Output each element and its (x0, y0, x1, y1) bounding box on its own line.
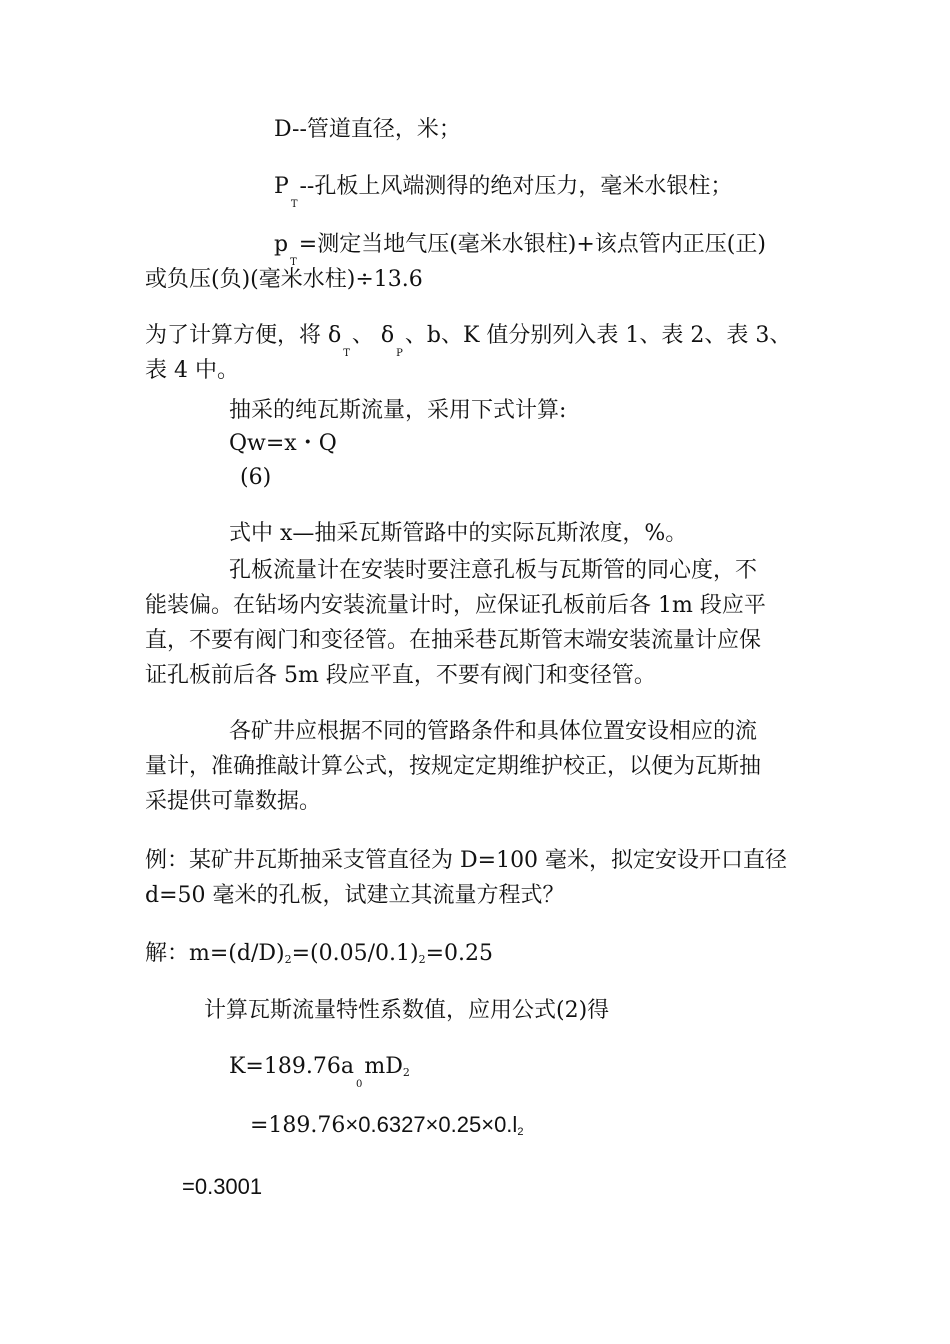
subscript-p: P (396, 348, 403, 359)
result-value: =0.3001 (182, 1174, 263, 1199)
text-span: D--管道直径，米； (274, 117, 461, 142)
formula-k-result (182, 1173, 262, 1201)
formula-text: mD (364, 1054, 403, 1079)
subscript-t: T (343, 348, 350, 359)
text-line-local-pressure (274, 231, 766, 268)
text-span: 计算瓦斯流量特性系数值，应用公式(2)得 (204, 998, 610, 1023)
text-line-negative-pressure (145, 266, 423, 294)
text-span: 采提供可靠数据。 (145, 789, 322, 814)
formula-label: (6) (240, 465, 272, 490)
paragraph-line (145, 753, 761, 781)
text-span: 证孔板前后各 5m 段应平直，不要有阀门和变径管。 (145, 663, 656, 688)
text-span: 或负压(负)(毫米水柱)÷13.6 (145, 267, 423, 292)
symbol-p: p (274, 232, 289, 257)
text-span: 能装偏。在钻场内安装流量计时，应保证孔板前后各 1m 段应平 (145, 593, 766, 618)
text-span: =0.25 (425, 941, 494, 966)
text-span: =(0.05/0.1) (291, 941, 419, 966)
symbol-p: P (274, 174, 289, 199)
text-line-tables-intro (145, 322, 792, 359)
formula-k (229, 1053, 410, 1090)
text-span: 、 δ (351, 323, 395, 348)
text-span: 抽采的纯瓦斯流量，采用下式计算: (229, 398, 567, 423)
text-span: 量计，准确推敲计算公式，按规定定期维护校正，以便为瓦斯抽 (145, 754, 762, 779)
formula-text: ×0.6327×0.25×0.l (345, 1112, 518, 1137)
formula-text: =189.76 (250, 1113, 346, 1138)
paragraph-line (145, 592, 766, 620)
text-span: 例：某矿井瓦斯抽采支管直径为 D=100 毫米，拟定安设开口直径 (145, 848, 788, 873)
superscript: 2 (517, 1126, 524, 1138)
paragraph-line (229, 557, 757, 585)
text-span: --孔板上风端测得的绝对压力，毫米水银柱； (299, 174, 733, 199)
formula-number (240, 464, 271, 492)
paragraph-line (145, 662, 656, 690)
text-span: 各矿井应根据不同的管路条件和具体位置安设相应的流 (229, 719, 758, 744)
text-line-pure-gas-flow (229, 397, 566, 425)
subscript-t: T (290, 199, 298, 210)
text-line-pipe-diameter (274, 116, 461, 144)
text-line-tables-end (145, 357, 239, 385)
text-span: 为了计算方便，将 δ (145, 323, 342, 348)
paragraph-line (229, 718, 757, 746)
superscript: 2 (418, 953, 426, 966)
paragraph-line (145, 627, 761, 655)
text-span: 、b、K 值分别列入表 1、表 2、表 3、 (404, 323, 792, 348)
formula-qw (229, 430, 337, 458)
subscript-zero: 0 (355, 1079, 363, 1090)
text-line-calc-k (204, 997, 609, 1025)
text-line-where-x (229, 520, 687, 548)
text-span: =测定当地气压(毫米水银柱)+该点管内正压(正) (298, 232, 766, 257)
superscript: 2 (284, 953, 292, 966)
subscript-t: T (290, 257, 297, 268)
text-span: 式中 x—抽采瓦斯管路中的实际瓦斯浓度，%。 (229, 521, 688, 546)
formula-k-values (250, 1111, 523, 1143)
formula-text: K=189.76a (229, 1054, 354, 1079)
text-span: 表 4 中。 (145, 358, 239, 383)
text-line-orifice-pressure (274, 173, 733, 210)
solution-line (145, 940, 493, 971)
text-span: 直，不要有阀门和变径管。在抽采巷瓦斯管末端安装流量计应保 (145, 628, 762, 653)
text-span: 解：m=(d/D) (145, 941, 285, 966)
text-span: 孔板流量计在安装时要注意孔板与瓦斯管的同心度，不 (229, 558, 758, 583)
example-line (145, 847, 787, 875)
formula-text: Qw=x・Q (229, 431, 337, 456)
superscript: 2 (402, 1066, 410, 1079)
paragraph-line (145, 788, 321, 816)
text-span: d=50 毫米的孔板，试建立其流量方程式？ (145, 883, 565, 908)
example-line (145, 882, 565, 910)
